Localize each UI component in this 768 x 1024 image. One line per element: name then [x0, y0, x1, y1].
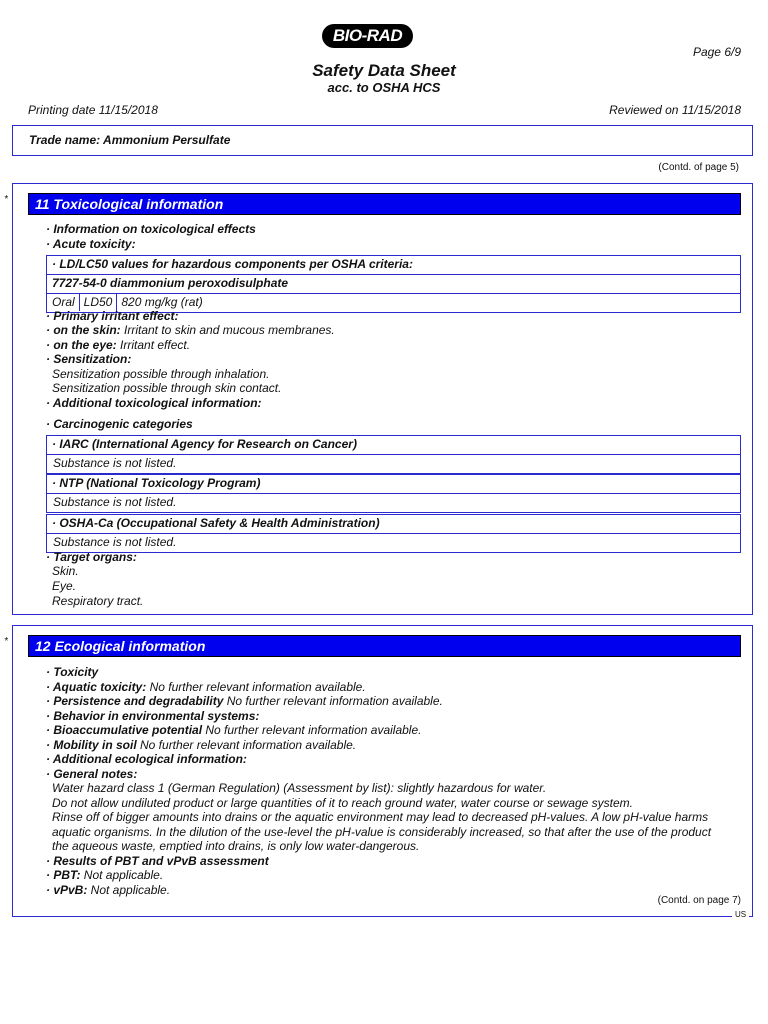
iarc-label: · IARC (International Agency for Research on Cancer)	[52, 437, 357, 451]
organ: Eye.	[52, 579, 77, 593]
eco-item	[46, 665, 711, 680]
trade-name-box	[12, 125, 753, 156]
general-note: Do not allow undiluted product or large quantities of it to reach ground water, water course or sewage system.	[52, 795, 633, 810]
eco-value: No further relevant information available.	[223, 694, 443, 708]
eco-item	[46, 752, 711, 767]
eco-item	[46, 738, 711, 753]
primary-irritant: · Primary irritant effect:	[46, 309, 179, 323]
eco-label: · Bioaccumulative potential	[46, 723, 203, 737]
osha-value-row	[47, 534, 740, 552]
eco-item	[46, 854, 711, 869]
contd-on-page: (Contd. on page 7)	[657, 895, 741, 906]
iarc-row	[47, 436, 740, 455]
osha-table	[46, 514, 741, 553]
sensitization-1: Sensitization possible through inhalation.	[52, 367, 270, 381]
general-note: Rinse off of bigger amounts into drains or the aquatic environment may lead to decreased pH-values. A low pH-value harms	[52, 810, 709, 824]
eco-item	[46, 709, 711, 724]
eco-label: · PBT:	[46, 868, 81, 882]
eco-label: · vPvB:	[46, 882, 88, 897]
ld50-table	[46, 255, 741, 313]
eco-label: · Results of PBT and vPvB assessment	[46, 853, 269, 868]
iarc-value-row	[47, 455, 740, 473]
eco-item	[46, 694, 711, 709]
ntp-value-row	[47, 494, 740, 512]
section-12-content	[46, 665, 711, 897]
bio-rad-logo: BIO-RAD	[322, 24, 413, 48]
page-title: Safety Data Sheet	[312, 61, 456, 80]
info-toxicological: · Information on toxicological effects	[46, 222, 256, 236]
revision-marker: *	[4, 194, 8, 205]
organ: Respiratory tract.	[52, 594, 144, 608]
label: · on the skin:	[46, 323, 121, 337]
sensitization: · Sensitization:	[46, 352, 132, 366]
ld50-substance-row	[47, 275, 740, 294]
ntp-row	[47, 475, 740, 494]
eco-label: · Toxicity	[46, 665, 99, 679]
sensitization-2: Sensitization possible through skin contact.	[52, 381, 282, 395]
iarc-value: Substance is not listed.	[53, 456, 177, 470]
eco-item	[46, 723, 711, 738]
eco-label: · Persistence and degradability	[46, 694, 224, 708]
eco-item	[46, 680, 711, 695]
route-cell: Oral	[48, 294, 80, 311]
trade-name: Trade name: Ammonium Persulfate	[29, 133, 231, 147]
osha-value: Substance is not listed.	[53, 535, 177, 549]
eco-item	[46, 767, 711, 782]
value: Irritant to skin and mucous membranes.	[120, 323, 335, 337]
on-skin	[46, 323, 335, 337]
general-note: aquatic organisms. In the dilution of the use-level the pH-value is considerably increased, so that after the use of the product	[52, 824, 712, 839]
section-12-header: 12 Ecological information	[28, 635, 741, 657]
eco-label: · Mobility in soil	[46, 737, 137, 752]
organ: Skin.	[52, 564, 79, 578]
acute-toxicity: · Acute toxicity:	[46, 237, 136, 251]
substance-name: 7727-54-0 diammonium peroxodisulphate	[52, 276, 289, 290]
ntp-label: · NTP (National Toxicology Program)	[52, 476, 261, 490]
eco-item	[46, 883, 711, 898]
type-cell: LD50	[80, 294, 118, 311]
ld50-header-row	[47, 256, 740, 275]
carcinogenic-categories: · Carcinogenic categories	[46, 417, 193, 431]
osha-row	[47, 515, 740, 534]
page-number: Page 6/9	[692, 45, 741, 59]
on-eye	[46, 338, 190, 352]
general-note: the aqueous waste, emptied into drains, is only low water-dangerous.	[52, 839, 420, 853]
section-11-header: 11 Toxicological information	[28, 193, 741, 215]
eco-label: · General notes:	[46, 766, 138, 781]
printing-date: Printing date 11/15/2018	[28, 103, 158, 117]
osha-label: · OSHA-Ca (Occupational Safety & Health Administration)	[52, 516, 380, 530]
page-subtitle: acc. to OSHA HCS	[327, 80, 441, 95]
iarc-table	[46, 435, 741, 474]
ntp-table	[46, 474, 741, 513]
general-note: Water hazard class 1 (German Regulation) (Assessment by list): slightly hazardous for water.	[52, 781, 547, 795]
additional-tox-info: · Additional toxicological information:	[46, 396, 262, 410]
eco-label: · Aquatic toxicity:	[46, 679, 147, 694]
value: Irritant effect.	[116, 338, 191, 352]
eco-value: Not applicable.	[87, 882, 171, 897]
eco-value: Not applicable.	[80, 868, 164, 882]
ld50-header: · LD/LC50 values for hazardous components per OSHA criteria:	[52, 257, 413, 271]
reviewed-date: Reviewed on 11/15/2018	[609, 103, 741, 117]
label: · on the eye:	[46, 338, 117, 352]
eco-value: No further relevant information available.	[136, 737, 357, 752]
target-organs: · Target organs:	[46, 550, 137, 564]
revision-marker: *	[4, 636, 8, 647]
eco-label: · Behavior in environmental systems:	[46, 708, 260, 723]
value-cell: 820 mg/kg (rat)	[121, 295, 203, 309]
eco-item	[46, 868, 711, 883]
contd-of-page: (Contd. of page 5)	[658, 162, 739, 173]
eco-label: · Additional ecological information:	[46, 752, 247, 766]
eco-value: No further relevant information available.	[202, 723, 422, 737]
ntp-value: Substance is not listed.	[53, 495, 177, 509]
region-code: US	[732, 910, 749, 919]
eco-value: No further relevant information available.	[146, 679, 366, 694]
